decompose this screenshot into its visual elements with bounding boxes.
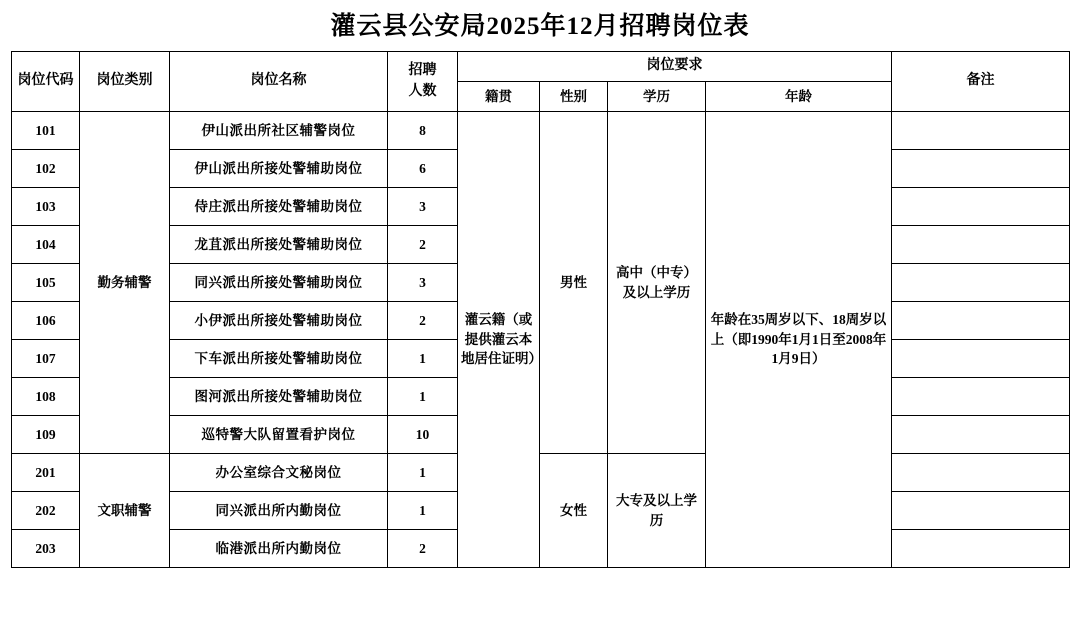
cell-remark <box>892 264 1070 302</box>
cell-gender-female: 女性 <box>540 454 608 568</box>
cell-code: 109 <box>12 416 80 454</box>
cell-code: 104 <box>12 226 80 264</box>
column-header-code: 岗位代码 <box>12 52 80 112</box>
column-header-remark: 备注 <box>892 52 1070 112</box>
cell-education-group2: 大专及以上学历 <box>608 454 706 568</box>
column-header-age: 年龄 <box>706 82 892 112</box>
cell-code: 202 <box>12 492 80 530</box>
cell-remark <box>892 416 1070 454</box>
cell-code: 103 <box>12 188 80 226</box>
cell-name: 伊山派出所接处警辅助岗位 <box>170 150 388 188</box>
cell-remark <box>892 492 1070 530</box>
cell-education-group1: 高中（中专）及以上学历 <box>608 112 706 454</box>
cell-remark <box>892 340 1070 378</box>
cell-name: 龙苴派出所接处警辅助岗位 <box>170 226 388 264</box>
cell-code: 101 <box>12 112 80 150</box>
column-header-education: 学历 <box>608 82 706 112</box>
cell-headcount: 10 <box>388 416 458 454</box>
cell-code: 201 <box>12 454 80 492</box>
cell-name: 办公室综合文秘岗位 <box>170 454 388 492</box>
cell-remark <box>892 454 1070 492</box>
cell-gender-male: 男性 <box>540 112 608 454</box>
cell-remark <box>892 302 1070 340</box>
cell-remark <box>892 112 1070 150</box>
cell-name: 伊山派出所社区辅警岗位 <box>170 112 388 150</box>
cell-headcount: 1 <box>388 378 458 416</box>
column-header-name: 岗位名称 <box>170 52 388 112</box>
cell-name: 临港派出所内勤岗位 <box>170 530 388 568</box>
column-header-headcount <box>388 52 458 112</box>
headcount-label-line2: 人数 <box>408 83 437 99</box>
cell-headcount: 2 <box>388 226 458 264</box>
headcount-label-line1: 招聘 <box>408 63 437 79</box>
cell-remark <box>892 530 1070 568</box>
cell-headcount: 3 <box>388 264 458 302</box>
table-row <box>12 454 1070 492</box>
cell-headcount: 2 <box>388 530 458 568</box>
column-header-category: 岗位类别 <box>80 52 170 112</box>
recruitment-positions-table <box>11 51 1070 568</box>
column-header-requirements: 岗位要求 <box>458 52 892 82</box>
cell-remark <box>892 150 1070 188</box>
cell-category-wenzhi: 文职辅警 <box>80 454 170 568</box>
cell-code: 106 <box>12 302 80 340</box>
cell-name: 巡特警大队留置看护岗位 <box>170 416 388 454</box>
table-body <box>12 112 1070 568</box>
cell-name: 图河派出所接处警辅助岗位 <box>170 378 388 416</box>
cell-headcount: 8 <box>388 112 458 150</box>
page-title: 灌云县公安局2025年12月招聘岗位表 <box>330 13 750 40</box>
cell-headcount: 1 <box>388 454 458 492</box>
cell-remark <box>892 188 1070 226</box>
cell-code: 203 <box>12 530 80 568</box>
column-header-gender: 性别 <box>540 82 608 112</box>
cell-remark <box>892 378 1070 416</box>
cell-age-requirement: 年龄在35周岁以下、18周岁以上（即1990年1月1日至2008年1月9日） <box>706 112 892 568</box>
cell-headcount: 6 <box>388 150 458 188</box>
cell-name: 同兴派出所接处警辅助岗位 <box>170 264 388 302</box>
table-header <box>12 52 1070 112</box>
cell-name: 侍庄派出所接处警辅助岗位 <box>170 188 388 226</box>
cell-code: 102 <box>12 150 80 188</box>
cell-origin-requirement: 灌云籍（或提供灌云本地居住证明） <box>458 112 540 568</box>
cell-name: 同兴派出所内勤岗位 <box>170 492 388 530</box>
cell-headcount: 1 <box>388 340 458 378</box>
cell-code: 105 <box>12 264 80 302</box>
cell-headcount: 3 <box>388 188 458 226</box>
cell-category-qinwu: 勤务辅警 <box>80 112 170 454</box>
cell-code: 108 <box>12 378 80 416</box>
cell-name: 小伊派出所接处警辅助岗位 <box>170 302 388 340</box>
cell-remark <box>892 226 1070 264</box>
cell-headcount: 2 <box>388 302 458 340</box>
table-row <box>12 112 1070 150</box>
cell-headcount: 1 <box>388 492 458 530</box>
cell-name: 下车派出所接处警辅助岗位 <box>170 340 388 378</box>
column-header-origin: 籍贯 <box>458 82 540 112</box>
cell-code: 107 <box>12 340 80 378</box>
